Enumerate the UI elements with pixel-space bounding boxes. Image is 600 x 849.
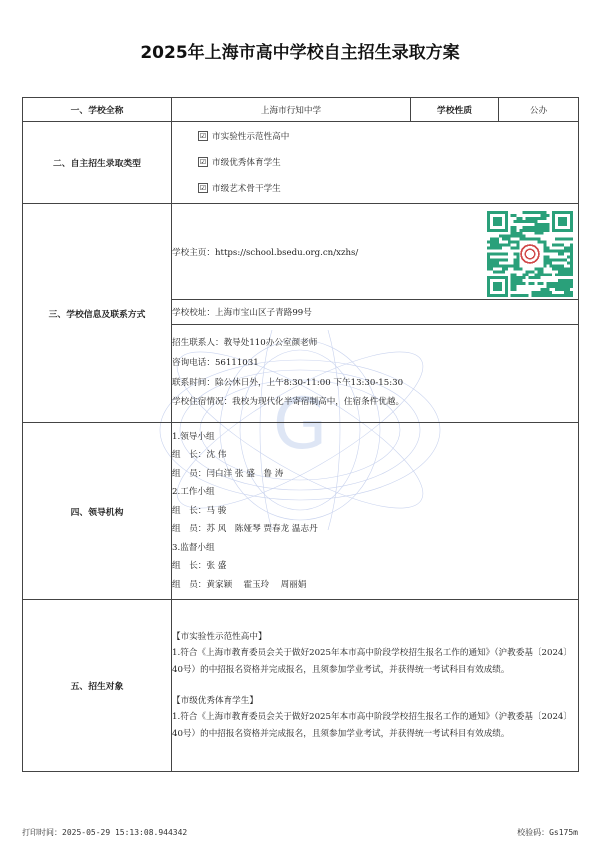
school-name-label: 一、学校全称 <box>23 98 172 122</box>
option-sports-student <box>172 150 578 176</box>
contact-hours: 联系时间：除公休日外，上午8:30-11:00 下午13:30-15:30 <box>172 377 404 388</box>
option-label: 市级优秀体育学生 <box>212 157 281 168</box>
svg-text:G: G <box>272 383 328 465</box>
row-admission-target <box>23 600 579 772</box>
admission-types-list <box>172 122 579 204</box>
section-title: 【市实验性示范性高中】 <box>172 631 267 642</box>
option-experimental-school <box>172 124 578 150</box>
address-text: 学校校址：上海市宝山区子青路99号 <box>172 300 579 325</box>
school-nature-value: 公办 <box>499 98 579 122</box>
checkbox-checked-icon: ☑ <box>199 132 207 140</box>
option-label: 市级艺术骨干学生 <box>212 183 281 194</box>
homepage-text: 学校主页：https://school.bsedu.org.cn/xzhs/ <box>172 247 359 258</box>
school-name-value: 上海市行知中学 <box>172 98 411 122</box>
document-title: 2025年上海市高中学校自主招生录取方案 <box>140 43 460 63</box>
checkbox-checked-icon: ☑ <box>199 158 207 166</box>
section-text: 1.符合《上海市教育委员会关于做好2025年本市高中阶段学校招生报名工作的通知》（沪教委基〔2024〕40号）的中招报名资格并完成报名，且须参加学业考试，并获得统一考试科目有效成绩。 <box>172 648 572 675</box>
leadership-line: 组 员：黄家颖 霍玉玲 周丽娟 <box>172 579 307 590</box>
leadership-line: 组 长：马 骏 <box>172 505 227 516</box>
section-text: 1.符合《上海市教育委员会关于做好2025年本市高中阶段学校招生报名工作的通知》（沪教委基〔2024〕40号）的中招报名资格并完成报名，且须参加学业考试，并获得统一考试科目有效成绩。 <box>172 712 572 739</box>
leadership-line: 组 长：沈 伟 <box>172 450 227 461</box>
school-nature-label: 学校性质 <box>411 98 499 122</box>
leadership-list <box>172 423 579 600</box>
school-info-label: 三、学校信息及联系方式 <box>23 204 172 423</box>
contact-details-cell <box>172 325 579 423</box>
leadership-line: 3.监督小组 <box>172 542 215 553</box>
option-arts-student <box>172 176 578 202</box>
leadership-line: 2.工作小组 <box>172 487 215 498</box>
contact-phone: 咨询电话：56111031 <box>172 357 259 368</box>
qr-code-icon <box>487 211 573 297</box>
contact-person: 招生联系人：教导处110办公室颜老师 <box>172 337 318 348</box>
leadership-label: 四、领导机构 <box>23 423 172 600</box>
row-leadership <box>23 423 579 600</box>
admission-types-label: 二、自主招生录取类型 <box>23 122 172 204</box>
leadership-line: 组 员：苏 风 陈娅琴 贾春龙 温志丹 <box>172 524 318 535</box>
section-title: 【市级优秀体育学生】 <box>172 695 258 706</box>
admission-target-label: 五、招生对象 <box>23 600 172 772</box>
option-label: 市实验性示范性高中 <box>212 131 290 142</box>
dorm-info: 学校住宿情况：我校为现代化半寄宿制高中，住宿条件优越。 <box>172 397 405 408</box>
admission-target-content <box>172 600 579 772</box>
checkbox-checked-icon: ☑ <box>199 184 207 192</box>
print-time: 打印时间：2025-05-29 15:13:08.944342 <box>22 828 188 837</box>
row-admission-types <box>23 122 579 204</box>
check-code: 校验码：Gs175m <box>517 828 578 837</box>
leadership-line: 组 员：闫白洋 张 盛 鲁 涛 <box>172 468 284 479</box>
leadership-line: 组 长：张 盛 <box>172 561 227 572</box>
admission-form-table <box>22 97 579 772</box>
leadership-line: 1.领导小组 <box>172 431 215 442</box>
row-school-name <box>23 98 579 122</box>
